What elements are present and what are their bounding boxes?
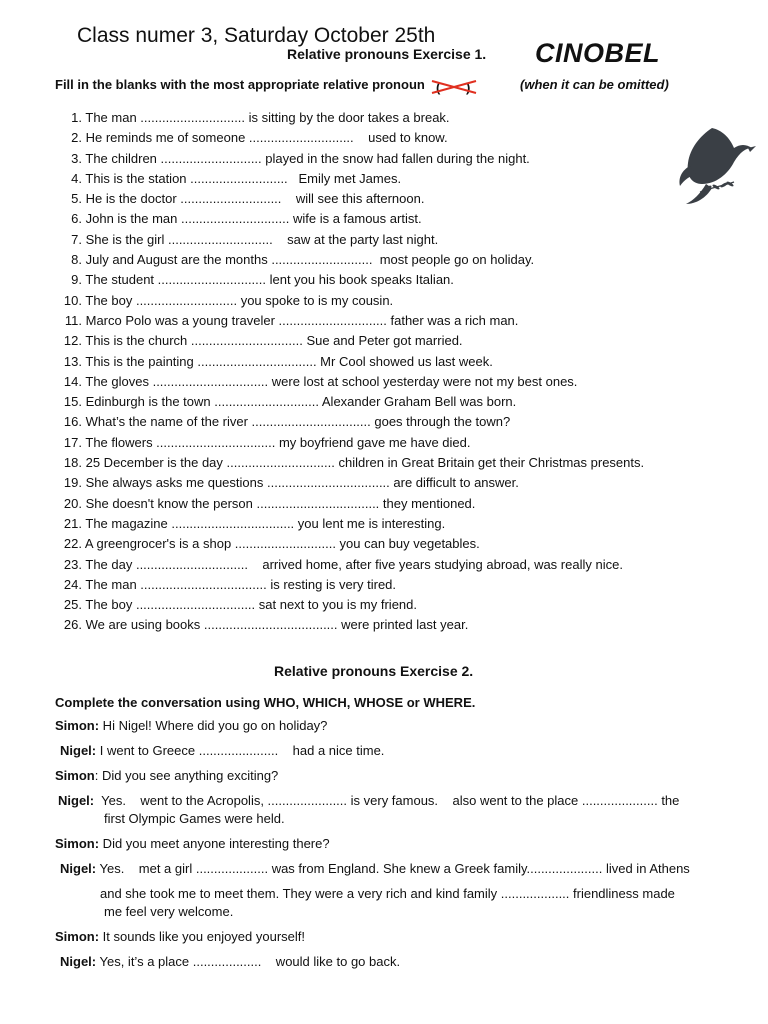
- speaker-name: Simon:: [55, 836, 100, 851]
- speaker-name: Nigel:: [60, 861, 97, 876]
- item-text: A greengrocer's is a shop ............................ you can buy vegetables.: [82, 536, 480, 552]
- list-item: [55, 433, 644, 453]
- list-item: [55, 392, 644, 412]
- list-item: [55, 169, 644, 189]
- list-item: [55, 575, 644, 595]
- list-item: [55, 108, 644, 128]
- item-number: 8.: [71, 252, 82, 268]
- item-number: 6.: [71, 211, 82, 227]
- dove-icon: [660, 108, 760, 218]
- list-item: [55, 514, 644, 534]
- item-text: John is the man .............................. wife is a famous artist.: [82, 211, 422, 227]
- conversation-line: [58, 792, 679, 809]
- line-text: me feel very welcome.: [104, 904, 234, 919]
- item-text: Edinburgh is the town ............................. Alexander Graham Bell was born.: [82, 394, 517, 410]
- item-number: 9.: [71, 272, 82, 288]
- list-item: [55, 149, 644, 169]
- speaker-name: Simon: [55, 768, 95, 783]
- list-item: [55, 595, 644, 615]
- conversation-line: [100, 885, 675, 902]
- item-text: He reminds me of someone ............................. used to know.: [82, 130, 448, 146]
- speaker-name: Simon:: [55, 718, 100, 733]
- list-item: [55, 189, 644, 209]
- item-number: 11.: [64, 312, 82, 328]
- list-item: [55, 128, 644, 148]
- item-number: 24.: [63, 576, 82, 592]
- item-text: He is the doctor ............................ will see this afternoon.: [82, 191, 425, 207]
- item-text: The man ................................... is resting is very tired.: [82, 576, 397, 592]
- conversation-line: [104, 810, 285, 827]
- line-text: and she took me to meet them. They were a very rich and kind family ................... friendliness made: [100, 886, 675, 901]
- item-number: 23.: [63, 556, 82, 572]
- exercise2-title: Relative pronouns Exercise 2.: [274, 663, 474, 679]
- brand-name: CINOBEL: [535, 38, 660, 68]
- item-text: She is the girl ............................. saw at the party last night.: [82, 231, 439, 247]
- item-number: 19.: [63, 475, 82, 491]
- item-text: July and August are the months ............................ most people go on holiday.: [82, 252, 535, 268]
- conversation-line: [55, 767, 278, 784]
- item-number: 17.: [63, 434, 82, 450]
- item-number: 25.: [63, 597, 82, 613]
- conversation-line: [60, 742, 384, 759]
- speaker-name: Nigel:: [58, 793, 95, 808]
- item-text: The man ............................. is sitting by the door takes a break.: [82, 110, 450, 125]
- list-item: [55, 555, 644, 575]
- line-text: Yes, it’s a place ................... would like to go back.: [96, 954, 401, 969]
- item-number: 13.: [63, 353, 82, 369]
- instruction-text: Fill in the blanks with the most appropriate relative pronoun: [55, 77, 425, 92]
- list-item: [55, 352, 644, 372]
- item-text: The boy ................................. sat next to you is my friend.: [82, 597, 417, 613]
- list-item: [55, 453, 644, 473]
- item-text: 25 December is the day .............................. children in Great Britain get their Christmas presents.: [82, 455, 645, 471]
- list-item: [55, 270, 644, 290]
- conversation-line: [60, 953, 400, 970]
- item-number: 26.: [63, 617, 82, 633]
- speaker-name: Simon:: [55, 929, 100, 944]
- speaker-name: Nigel:: [60, 743, 97, 758]
- page-title: Class numer 3, Saturday October 25th: [77, 24, 436, 47]
- item-number: 2.: [71, 130, 82, 146]
- item-number: 22.: [63, 536, 82, 552]
- line-text: : Did you see anything exciting?: [94, 768, 279, 783]
- exercise1-title: Relative pronouns Exercise 1.: [287, 46, 487, 62]
- list-item: [55, 311, 644, 331]
- item-text: The children ............................ played in the snow had fallen during the night.: [82, 150, 530, 166]
- item-text: The flowers ................................. my boyfriend gave me have died.: [82, 434, 471, 450]
- item-text: The gloves ................................ were lost at school yesterday were not my best ones.: [82, 373, 578, 389]
- list-item: [55, 230, 644, 250]
- list-item: [55, 250, 644, 270]
- conversation-line: [55, 717, 327, 734]
- list-item: [55, 412, 644, 432]
- item-number: 10.: [63, 292, 82, 308]
- item-text: The boy ............................ you spoke to is my cousin.: [82, 292, 394, 308]
- conversation-line: [104, 903, 233, 920]
- speaker-name: Nigel:: [60, 954, 97, 969]
- item-number: 16.: [63, 414, 82, 430]
- item-number: 18.: [63, 455, 82, 471]
- line-text: It sounds like you enjoyed yourself!: [99, 929, 306, 944]
- line-text: Yes. went to the Acropolis, ...................... is very famous. also went to the place ..................... the: [94, 793, 680, 808]
- item-text: The magazine .................................. you lent me is interesting.: [82, 515, 446, 531]
- line-text: I went to Greece ...................... had a nice time.: [96, 743, 385, 758]
- conversation-line: [55, 928, 305, 945]
- list-item: [55, 209, 644, 229]
- list-item: [55, 473, 644, 493]
- item-number: 12.: [63, 333, 82, 349]
- list-item: [55, 494, 644, 514]
- item-number: 21.: [63, 515, 82, 531]
- item-number: 20.: [63, 495, 82, 511]
- item-text: This is the church ............................... Sue and Peter got married.: [82, 333, 463, 349]
- item-text: She doesn't know the person .................................. they mentioned.: [82, 495, 476, 511]
- list-item: [55, 615, 644, 635]
- conversation-line: [55, 835, 330, 852]
- item-number: 15.: [63, 394, 82, 410]
- item-number: 1.: [71, 110, 82, 125]
- conversation-line: [60, 860, 690, 877]
- line-text: Hi Nigel! Where did you go on holiday?: [99, 718, 328, 733]
- list-item: [55, 291, 644, 311]
- line-text: first Olympic Games were held.: [104, 811, 285, 826]
- item-text: The day ............................... arrived home, after five years studying abroad, was really nice.: [82, 556, 623, 572]
- line-text: Yes. met a girl .................... was from England. She knew a Greek family..................... lived in Athens: [96, 861, 690, 876]
- item-text: She always asks me questions .................................. are difficult to answer.: [82, 475, 519, 491]
- list-item: [55, 372, 644, 392]
- item-number: 4.: [71, 170, 82, 186]
- item-number: 5.: [71, 191, 82, 207]
- list-item: [55, 534, 644, 554]
- omit-note: (when it can be omitted): [520, 77, 669, 92]
- item-number: 3.: [71, 150, 82, 166]
- item-text: We are using books ..................................... were printed last year.: [82, 617, 469, 633]
- exercise1-list: [55, 108, 644, 636]
- svg-text:): ): [466, 79, 471, 95]
- item-number: 7.: [71, 231, 82, 247]
- line-text: Did you meet anyone interesting there?: [99, 836, 330, 851]
- svg-text:(: (: [436, 79, 441, 95]
- item-text: This is the painting ................................. Mr Cool showed us last week.: [82, 353, 493, 369]
- item-text: Marco Polo was a young traveler .............................. father was a rich man.: [82, 312, 519, 328]
- exercise1-instruction: [55, 77, 478, 93]
- item-text: The student .............................. lent you his book speaks Italian.: [82, 272, 454, 288]
- crossed-out-parentheses-icon: [430, 79, 478, 93]
- list-item: [55, 331, 644, 351]
- item-text: This is the station ........................... Emily met James.: [82, 170, 402, 186]
- item-number: 14.: [63, 373, 82, 389]
- item-text: What’s the name of the river ................................. goes through the town?: [82, 414, 511, 430]
- exercise2-instruction: Complete the conversation using WHO, WHICH, WHOSE or WHERE.: [55, 695, 476, 710]
